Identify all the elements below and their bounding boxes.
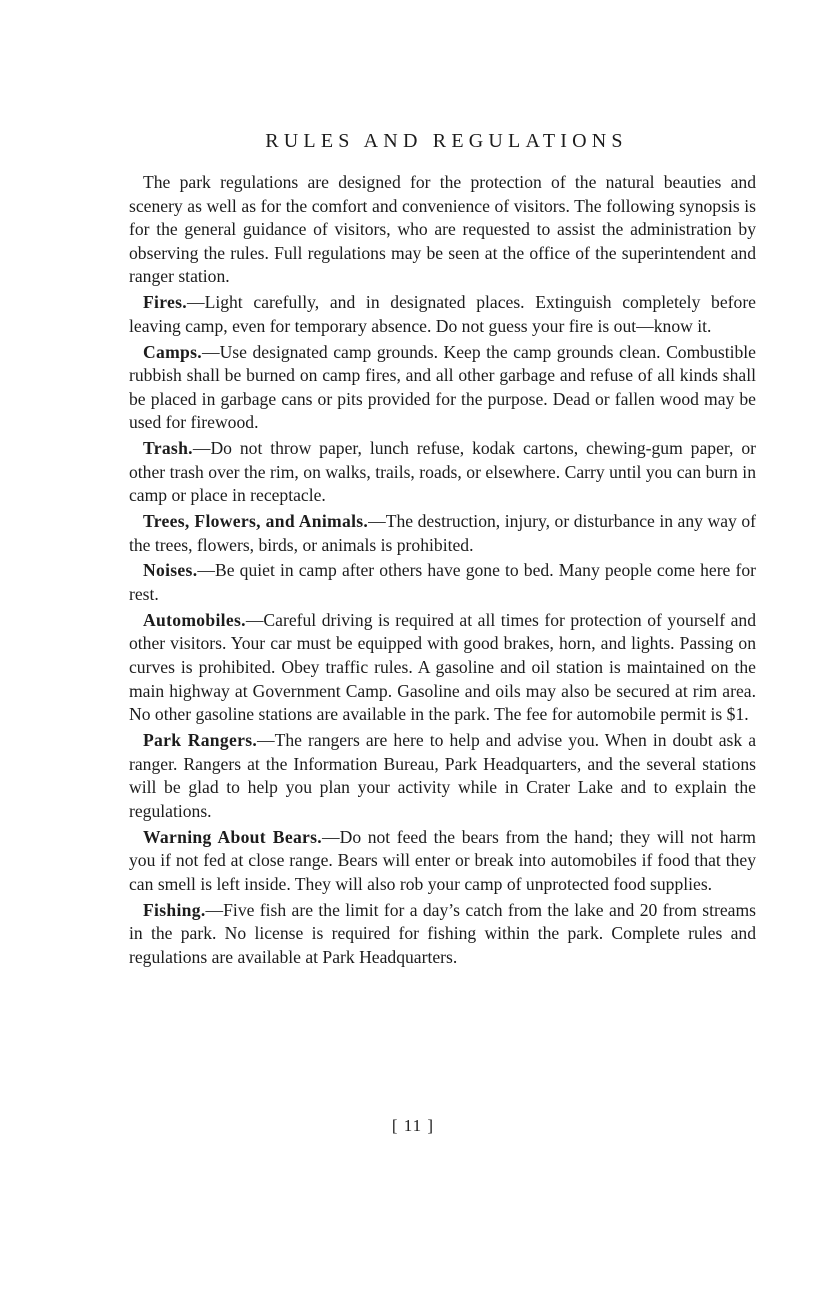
section-heading: Park Rangers. — [143, 729, 258, 750]
section-text: —Five fish are the limit for a day’s catch from the lake and 20 from streams in the park. No license is required for fishing within the park. Complete rules and regulations are available at Park Headquarters. — [129, 899, 756, 967]
section-text: —The destruction, injury, or disturbance in any way of the trees, flowers, birds, or animals is prohibited. — [129, 511, 756, 555]
section-heading: Noises. — [143, 560, 198, 581]
section-text: —Be quiet in camp after others have gone to bed. Many people come here for rest. — [129, 560, 756, 605]
section-camps — [129, 341, 756, 435]
section-text: —Use designated camp grounds. Keep the camp grounds clean. Combustible rubbish shall be burned on camp fires, and all other garbage and refuse of all kinds shall be placed in garbage cans or pits provided for the purpose. Dead or fallen wood may be used for firewood. — [129, 341, 756, 433]
section-heading: Warning About Bears. — [143, 826, 323, 847]
section-heading: Fires. — [143, 292, 187, 313]
section-fishing — [129, 899, 756, 970]
page-body — [129, 130, 756, 971]
section-heading: Fishing. — [143, 899, 206, 920]
section-text: —Do not feed the bears from the hand; they will not harm you if not fed at close range. Bears will enter or break into automobiles if food that they can smell is left inside. They will also rob your camp of unprotected food supplies. — [129, 826, 756, 894]
section-noises — [129, 559, 756, 606]
section-warning-about-bears — [129, 826, 756, 897]
intro-paragraph: The park regulations are designed for the protection of the natural beauties and scenery as well as for the comfort and convenience of visitors. The following synopsis is for the general guidance of visitors, who are requested to assist the administration by observing the rules. Full regulations may be seen at the office of the superintendent and ranger station. — [129, 172, 756, 287]
section-heading: Trees, Flowers, and Animals. — [143, 511, 369, 532]
page-number: [ 11 ] — [391, 1116, 435, 1135]
section-heading: Camps. — [143, 341, 202, 362]
section-text: —The rangers are here to help and advise you. When in doubt ask a ranger. Rangers at the Information Bureau, Park Headquarters, and the several stations will be glad to help you plan your activity while in Crater Lake and to explain the regulations. — [129, 729, 756, 821]
section-heading: Trash. — [143, 438, 193, 459]
section-text: —Careful driving is required at all times for protection of yourself and other visitors. Your car must be equipped with good brakes, horn, and lights. Passing on curves is prohibited. Obey traffic rules. A gasoline and oil station is maintained on the main highway at Government Camp. Gasoline and oils may also be secured at rim area. No other gasoline stations are available in the park. The fee for automobile permit is $1. — [129, 609, 756, 725]
section-text: —Do not throw paper, lunch refuse, kodak cartons, chewing-gum paper, or other trash over the rim, on walks, trails, roads, or elsewhere. Carry until you can burn in camp or place in receptacle. — [129, 438, 756, 506]
section-heading: Automobiles. — [143, 609, 246, 630]
section-trees-flowers-animals — [129, 510, 756, 557]
section-automobiles — [129, 609, 756, 727]
page-title: RULES AND REGULATIONS — [265, 130, 628, 152]
section-text: —Light carefully, and in designated places. Extinguish completely before leaving camp, even for temporary absence. Do not guess your fire is out—know it. — [129, 292, 756, 336]
section-trash — [129, 437, 756, 508]
section-park-rangers — [129, 729, 756, 823]
section-fires — [129, 291, 756, 338]
